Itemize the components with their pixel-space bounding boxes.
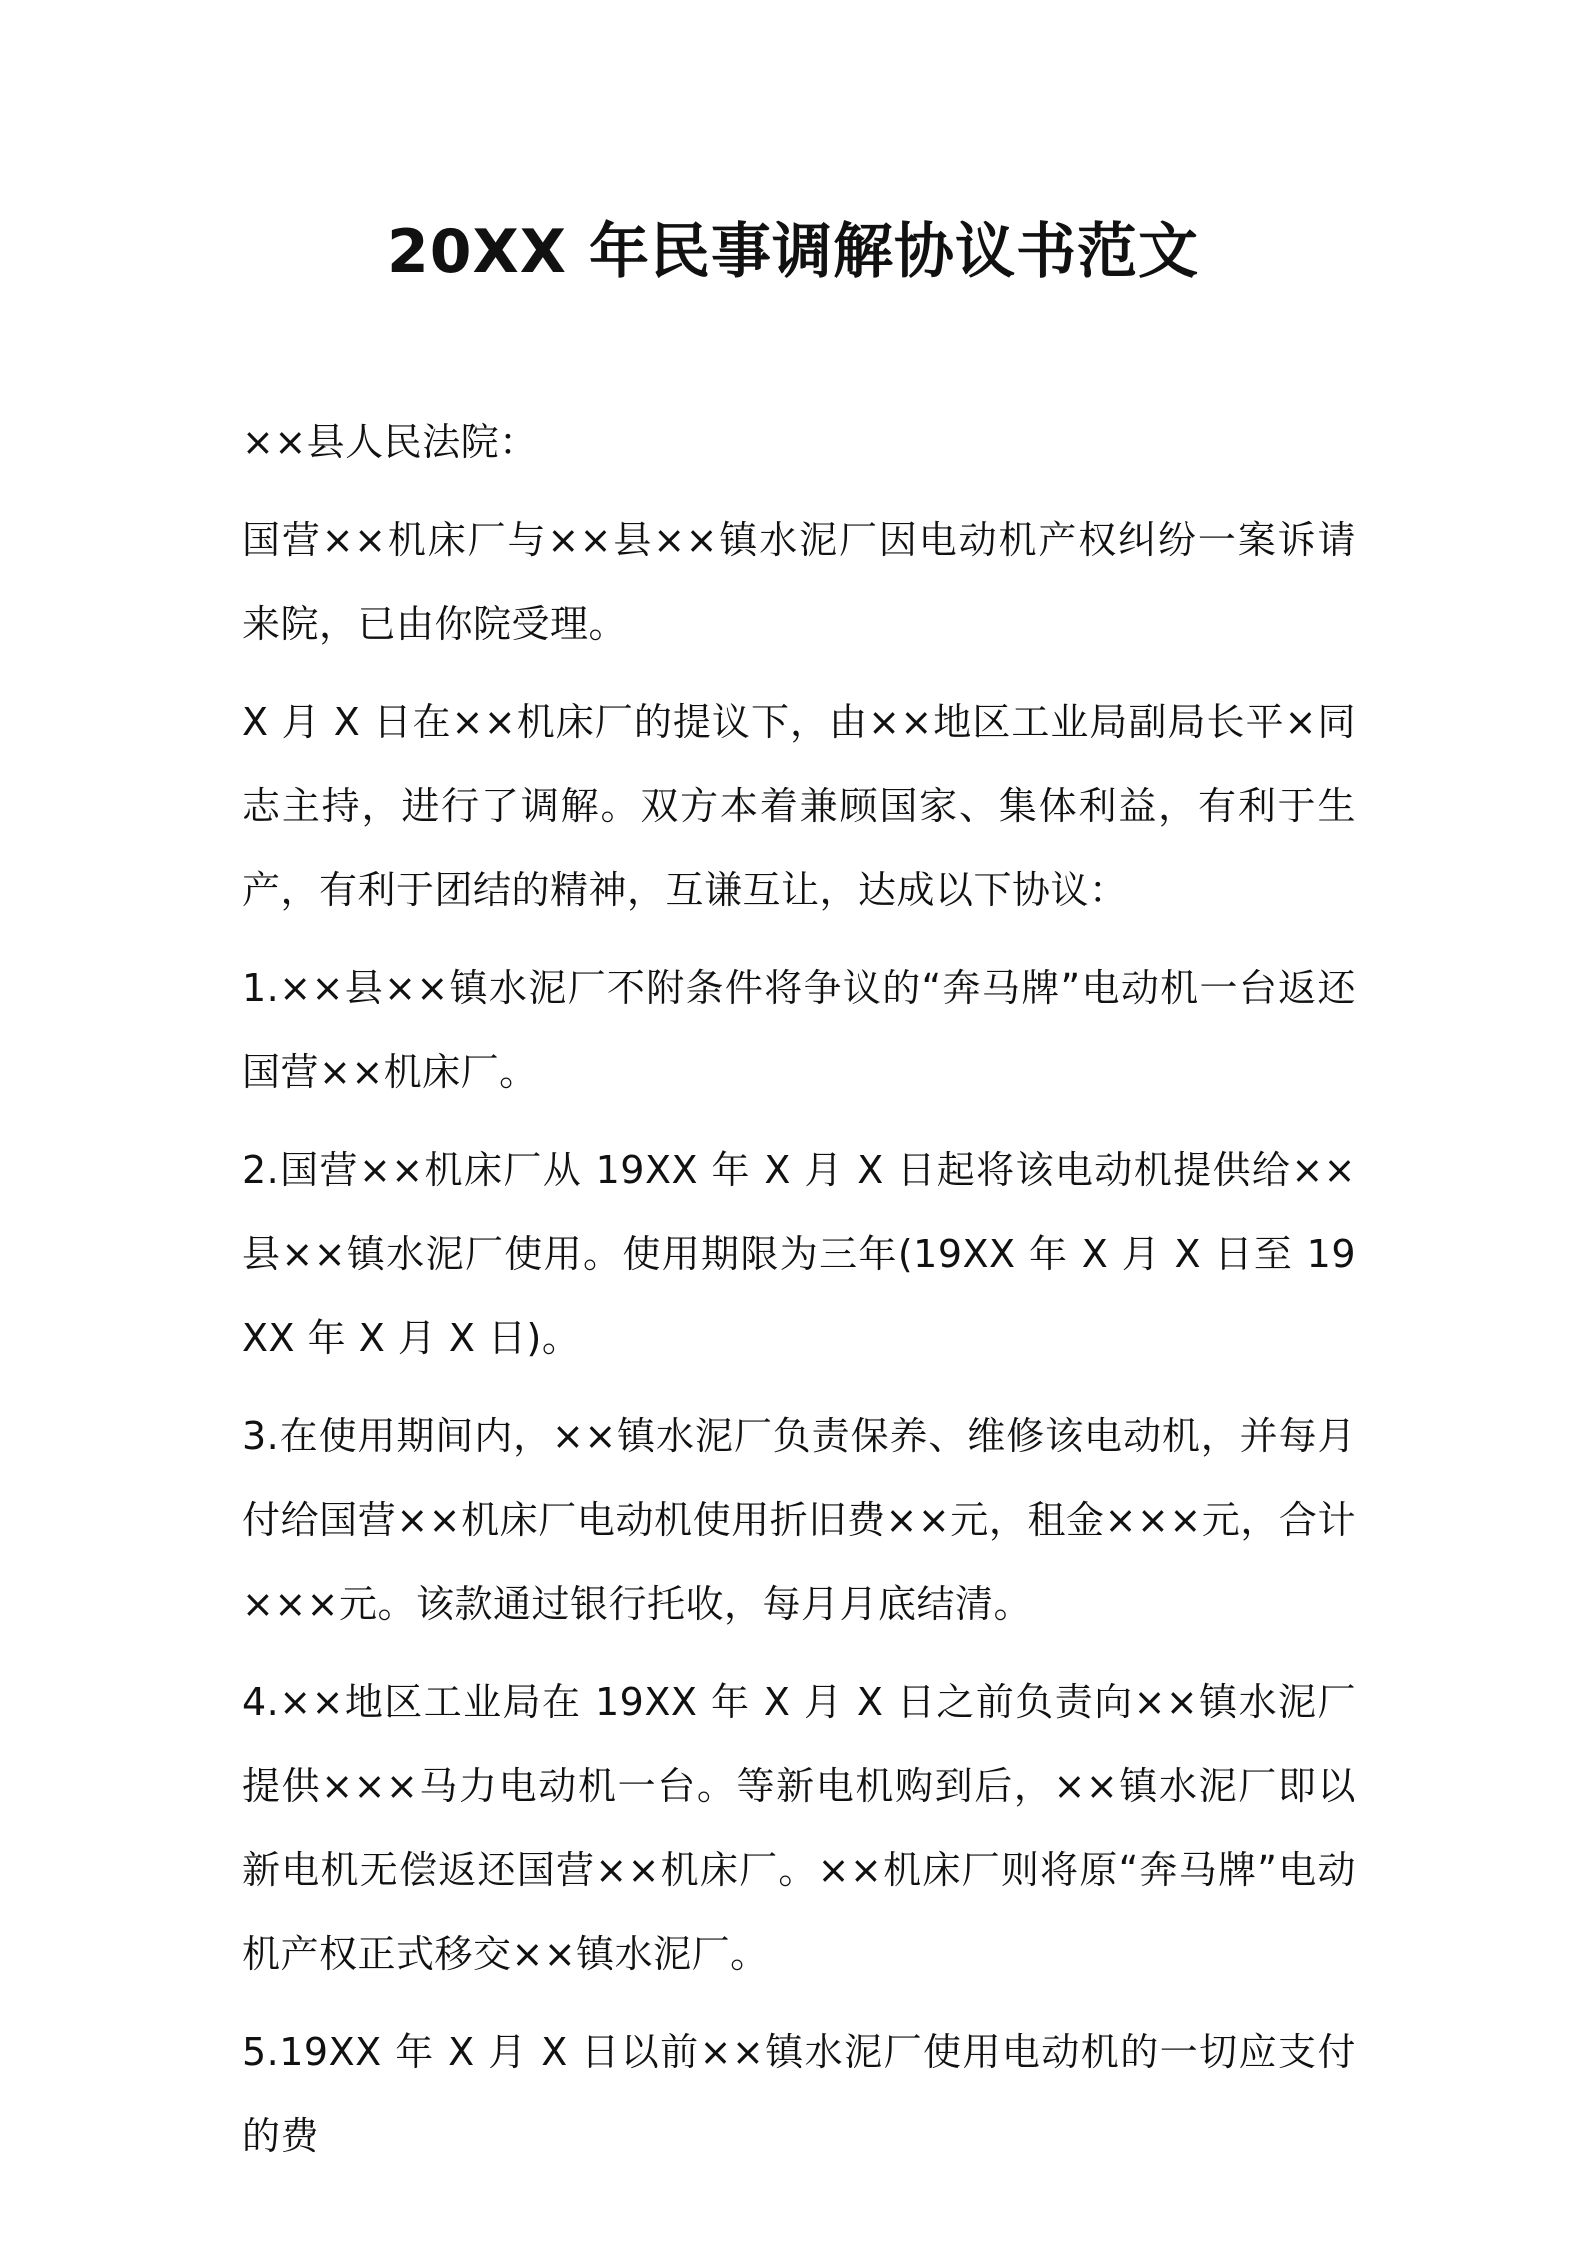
clause-3: 3.在使用期间内，××镇水泥厂负责保养、维修该电动机，并每月付给国营××机床厂电动机使用折旧费××元，租金×××元，合计×××元。该款通过银行托收，每月月底结清。 <box>242 1414 1356 1626</box>
paragraph-mediation: X 月 X 日在××机床厂的提议下，由××地区工业局副局长平×同志主持，进行了调解。双方本着兼顾国家、集体利益，有利于生产，有利于团结的精神，互谦互让，达成以下协议： <box>242 700 1356 912</box>
clause-4: 4.××地区工业局在 19XX 年 X 月 X 日之前负责向××镇水泥厂提供×××马力电动机一台。等新电机购到后，××镇水泥厂即以新电机无偿返还国营××机床厂。××机床厂则将原“奔马牌”电动机产权正式移交××镇水泥厂。 <box>242 1680 1356 1976</box>
addressee-line: ××县人民法院： <box>242 420 538 464</box>
clause-1: 1.××县××镇水泥厂不附条件将争议的“奔马牌”电动机一台返还国营××机床厂。 <box>242 966 1356 1094</box>
document-body <box>242 400 1356 2192</box>
clause-5: 5.19XX 年 X 月 X 日以前××镇水泥厂使用电动机的一切应支付的费 <box>242 2030 1356 2158</box>
clause-2: 2.国营××机床厂从 19XX 年 X 月 X 日起将该电动机提供给××县××镇水泥厂使用。使用期限为三年(19XX 年 X 月 X 日至 19XX 年 X 月 X 日)。 <box>242 1148 1356 1360</box>
document-title: 20XX 年民事调解协议书范文 <box>387 217 1199 287</box>
paragraph-case-intro: 国营××机床厂与××县××镇水泥厂因电动机产权纠纷一案诉请来院，已由你院受理。 <box>242 518 1356 646</box>
